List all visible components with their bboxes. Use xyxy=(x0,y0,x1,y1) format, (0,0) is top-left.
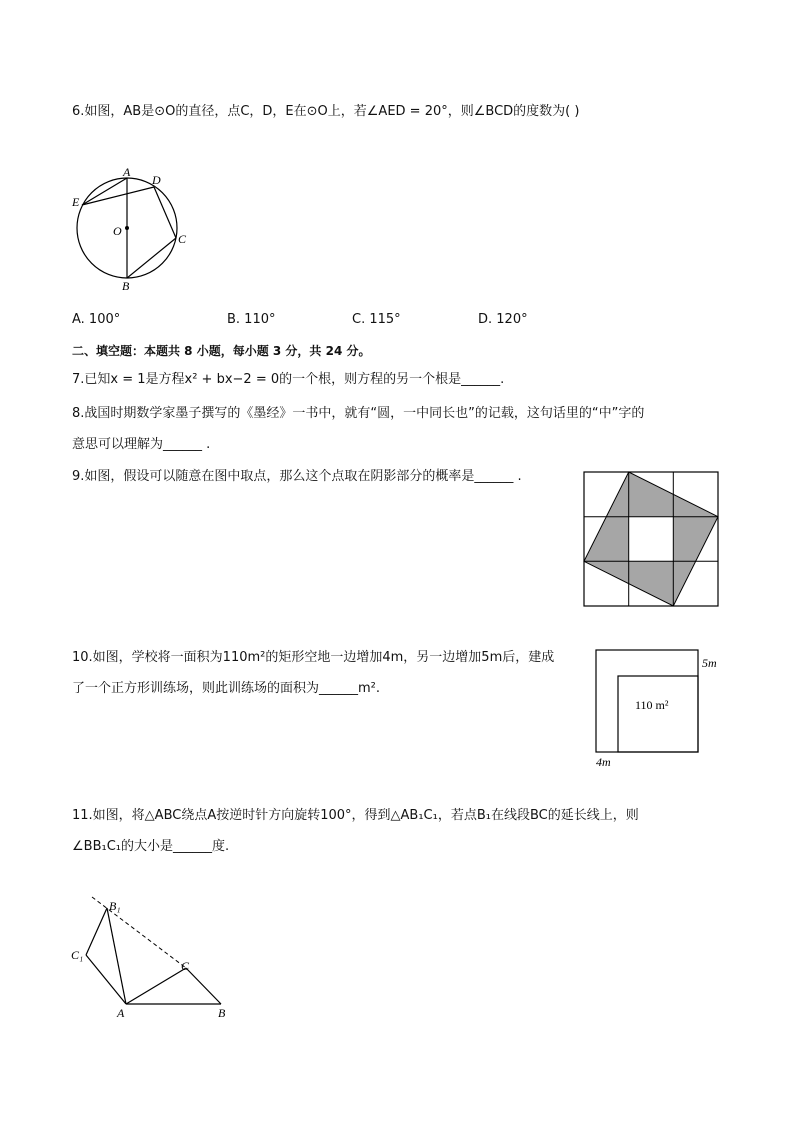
label-4m: 4m xyxy=(596,755,611,769)
side-ab1 xyxy=(107,908,126,1004)
q8-line1: 8.战国时期数学家墨子撰写的《墨经》一书中，就有“圆，一中同长也”的记载，这句话里的“中”字的 xyxy=(72,406,645,421)
side-cb xyxy=(186,968,221,1004)
q10-line2: 了一个正方形训练场，则此训练场的面积为______m². xyxy=(72,681,381,696)
label-b1: B₁ xyxy=(109,899,121,913)
label-c: C xyxy=(178,232,187,246)
option-c: C. 115° xyxy=(352,312,401,327)
q6-text: 6.如图，AB是⊙O的直径，点C，D，E在⊙O上，若∠AED = 20°，则∠BCD的度数为( ) xyxy=(72,104,580,119)
label-b: B xyxy=(122,279,130,293)
q11-line1: 11.如图，将△ABC绕点A按逆时针方向旋转100°，得到△AB₁C₁，若点B₁在线段BC的延长线上，则 xyxy=(72,808,639,823)
label-a: A xyxy=(117,1006,125,1020)
inner-rect xyxy=(618,676,698,752)
label-b: B xyxy=(218,1006,226,1020)
center-white-cell xyxy=(629,517,674,562)
q6-options xyxy=(72,312,572,332)
label-c: C xyxy=(181,959,190,973)
dashed-extension xyxy=(92,897,186,968)
side-b1c1 xyxy=(86,908,107,955)
center-dot xyxy=(125,226,129,230)
label-d: D xyxy=(152,173,161,187)
q6-circle-figure xyxy=(60,160,200,300)
side-ac xyxy=(126,968,186,1004)
q7-text: 7.已知x = 1是方程x² + bx−2 = 0的一个根，则方程的另一个根是______. xyxy=(72,372,505,387)
q11-line2: ∠BB₁C₁的大小是______度. xyxy=(72,839,230,854)
option-b: B. 110° xyxy=(227,312,276,327)
label-o: O xyxy=(113,224,122,238)
q8-line2: 意思可以理解为______ . xyxy=(72,437,211,452)
q11-rotation-figure xyxy=(66,893,236,1023)
q10-line1: 10.如图，学校将一面积为110m²的矩形空地一边增加4m，另一边增加5m后，建成 xyxy=(72,650,555,665)
option-d: D. 120° xyxy=(478,312,528,327)
q10-square-figure xyxy=(590,645,730,775)
label-c1: C₁ xyxy=(71,948,84,962)
area-label: 110 m² xyxy=(635,698,669,712)
q9-text: 9.如图，假设可以随意在图中取点，那么这个点取在阴影部分的概率是______ . xyxy=(72,469,522,484)
chord-ae xyxy=(82,178,127,205)
label-a: A xyxy=(123,165,131,179)
side-ac1 xyxy=(86,955,126,1004)
q9-grid-figure xyxy=(584,472,718,606)
section-heading: 二、填空题：本题共 8 小题，每小题 3 分，共 24 分。 xyxy=(72,344,371,358)
option-a: A. 100° xyxy=(72,312,121,327)
label-e: E xyxy=(72,195,80,209)
label-5m: 5m xyxy=(702,656,717,670)
chord-ed xyxy=(82,187,154,205)
